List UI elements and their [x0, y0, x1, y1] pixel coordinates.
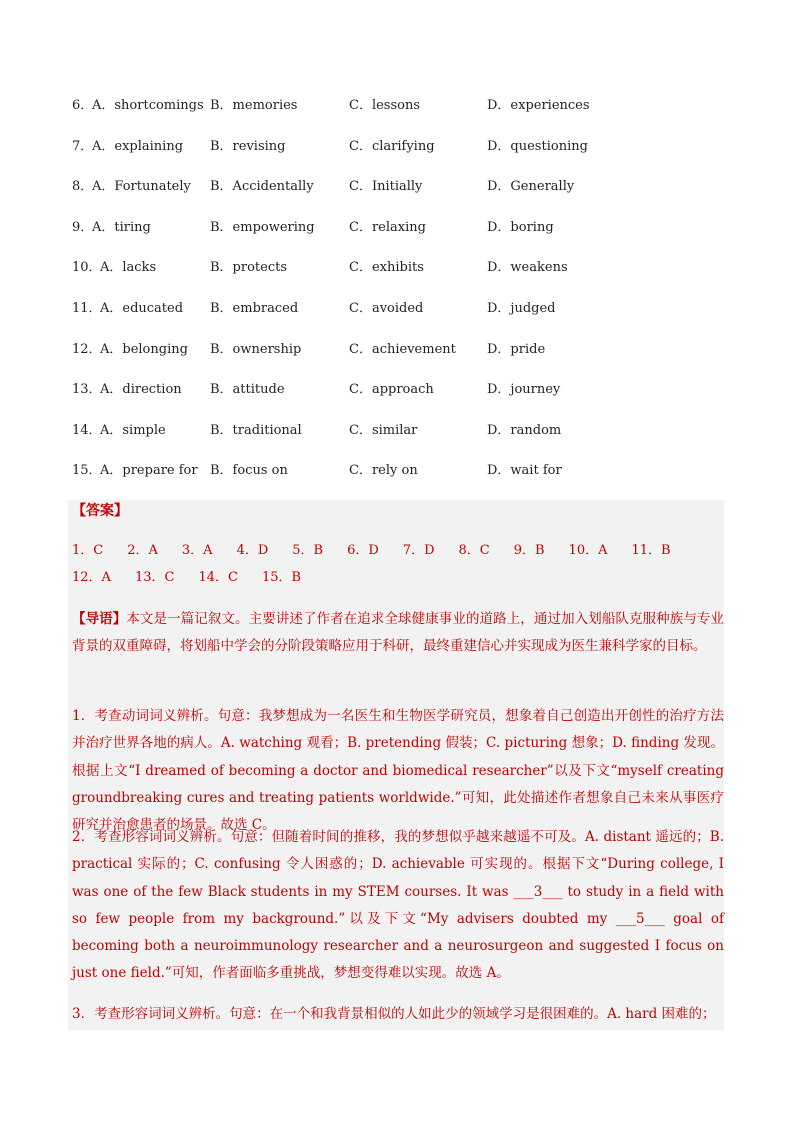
question-number: 10．	[72, 260, 102, 276]
option-c: C．similar	[349, 422, 418, 438]
question-number: 9．	[72, 219, 94, 235]
answer-item: 3．A	[181, 543, 213, 558]
guide-text: 本文是一篇记叙文。主要讲述了作者在追求全球健康事业的道路上，通过加入划船队克服种族与专业背景的双重障碍，将划船中学会的分阶段策略应用于科研，最终重建信心并实现成为医生兼科学家的目标。	[72, 611, 725, 655]
answer-item: 8．C	[458, 543, 490, 558]
option-row	[72, 173, 732, 214]
question-number: 15．	[72, 463, 102, 479]
option-row	[72, 336, 732, 377]
explanation-1: 1．考查动词词义辨析。句意：我梦想成为一名医生和生物医学研究员，想象着自己创造出开创性的治疗方法并治疗世界各地的病人。A. watching 观看；B. pretending 假装；C. picturing 想象；D. finding 发现。根据上文“I dreamed of becoming a doctor and biomedical researcher”以及下文“myself creating groundbreaking cures and treating patients worldwide.”可知，此处描述作者想象自己未来从事医疗研究并治愈患者的场景。故选 C。	[72, 708, 724, 834]
option-c: C．lessons	[349, 98, 421, 113]
option-d: D．wait for	[487, 463, 562, 479]
option-b: B．memories	[210, 98, 298, 113]
option-c: C．approach	[349, 382, 434, 398]
question-number: 8．	[72, 179, 94, 195]
option-b: B．focus on	[210, 463, 288, 479]
option-row	[72, 376, 732, 417]
option-b: B．protects	[210, 260, 288, 276]
question-number: 11．	[72, 300, 102, 316]
option-row	[72, 254, 732, 295]
guide-label: 【导语】	[72, 611, 127, 627]
answer-item: 15．B	[261, 570, 302, 585]
answer-item: 5．B	[292, 543, 324, 558]
option-c: C．achievement	[349, 341, 456, 357]
option-c: C．clarifying	[349, 138, 435, 154]
question-number: 7．	[72, 138, 94, 154]
question-number: 6．	[72, 98, 94, 113]
answer-item: 2．A	[127, 543, 158, 558]
option-a: A．simple	[100, 422, 166, 438]
answer-item: 11．B	[631, 543, 671, 558]
question-number: 14．	[72, 422, 102, 438]
option-d: D．boring	[487, 219, 554, 235]
option-row	[72, 295, 732, 336]
question-number: 13．	[72, 382, 102, 398]
option-row	[72, 214, 732, 255]
answer-item: 9．B	[513, 543, 545, 558]
option-b: B．revising	[210, 138, 286, 154]
answer-item: 1．C	[72, 543, 104, 558]
option-b: B．ownership	[210, 341, 302, 357]
answers-row-1	[72, 540, 695, 562]
options-list	[72, 92, 732, 498]
answers-row-2	[72, 567, 325, 589]
option-d: D．judged	[487, 300, 556, 316]
answer-item: 14．C	[198, 570, 238, 585]
option-c: C．relaxing	[349, 219, 426, 235]
option-a: A．shortcomings	[92, 98, 204, 113]
option-a: A．direction	[100, 382, 182, 398]
option-row	[72, 133, 732, 174]
option-b: B．traditional	[210, 422, 302, 438]
answer-item: 6．D	[347, 543, 379, 558]
answer-item: 7．D	[402, 543, 435, 558]
option-d: D．Generally	[487, 179, 575, 195]
option-a: A．educated	[100, 300, 184, 316]
option-b: B．attitude	[210, 382, 285, 398]
question-number: 12．	[72, 341, 102, 357]
option-d: D．experiences	[487, 98, 590, 113]
option-d: D．random	[487, 422, 562, 438]
option-a: A．Fortunately	[92, 179, 191, 195]
answer-item: 12．A	[72, 570, 111, 585]
explanation-3: 3．考查形容词词义辨析。句意：在一个和我背景相似的人如此少的领域学习是很困难的。A. hard 困难的；	[72, 1006, 716, 1022]
option-b: B．embraced	[210, 300, 299, 316]
option-d: D．weakens	[487, 260, 568, 276]
option-row	[72, 92, 732, 133]
option-a: A．prepare for	[100, 463, 198, 479]
option-a: A．tiring	[92, 219, 151, 235]
option-b: B．Accidentally	[210, 179, 314, 195]
option-a: A．explaining	[92, 138, 184, 154]
option-b: B．empowering	[210, 219, 315, 235]
option-a: A．lacks	[100, 260, 157, 276]
option-row	[72, 457, 732, 498]
answer-item: 13．C	[134, 570, 175, 585]
answer-label: 【答案】	[72, 503, 128, 519]
option-c: C．rely on	[349, 463, 418, 479]
option-row	[72, 417, 732, 458]
answer-item: 10．A	[568, 543, 608, 558]
option-c: C．exhibits	[349, 260, 424, 276]
guide-paragraph	[72, 606, 724, 661]
answer-item: 4．D	[236, 543, 269, 558]
option-d: D．journey	[487, 382, 561, 398]
option-c: C．Initially	[349, 179, 423, 195]
option-c: C．avoided	[349, 300, 424, 316]
option-d: D．pride	[487, 341, 546, 357]
option-a: A．belonging	[100, 341, 188, 357]
explanation-2: 2．考查形容词词义辨析。句意：但随着时间的推移，我的梦想似乎越来越遥不可及。A. distant 遥远的；B. practical 实际的；C. confusing 令人困惑的；D. achievable 可实现的。根据下文“During college, I was one of the few Black students in my STEM courses. It was ___3___ to study in a field with so few people from my background.”以及下文“My advisers doubted my ___5___ goal of becoming both a neuroimmunology researcher and a neurosurgeon and suggested I focus on just one field.”可知，作者面临多重挑战，梦想变得难以实现。故选 A。	[72, 829, 724, 982]
option-d: D．questioning	[487, 138, 588, 154]
